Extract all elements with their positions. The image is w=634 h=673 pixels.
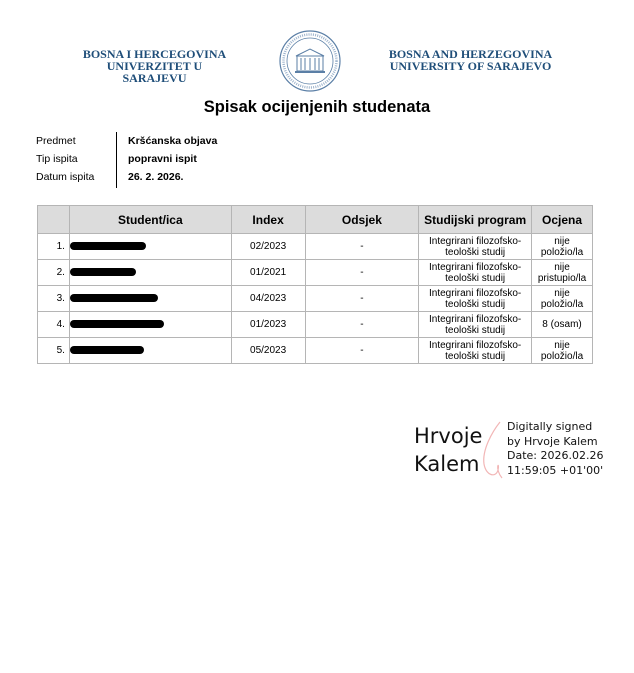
student-grade <box>532 234 593 260</box>
exam-type-value: popravni ispit <box>128 153 197 165</box>
student-name-redacted <box>69 312 231 338</box>
student-index: 01/2023 <box>231 312 305 338</box>
redaction-bar <box>70 294 158 302</box>
program-line2: teološki studij <box>445 324 506 336</box>
student-program <box>419 234 532 260</box>
signature-details <box>507 420 603 478</box>
program-line1: Integrirani filozofsko- <box>429 313 522 325</box>
program-line2: teološki studij <box>445 246 506 258</box>
document-header <box>0 30 634 92</box>
redaction-bar <box>70 268 136 276</box>
header-study-program: Studijski program <box>419 206 532 234</box>
program-line1: Integrirani filozofsko- <box>429 235 522 247</box>
signer-name-line1: Hrvoje <box>414 424 483 448</box>
student-name-redacted <box>69 234 231 260</box>
table-row <box>38 260 593 286</box>
row-number: 3. <box>38 286 70 312</box>
student-name-redacted <box>69 286 231 312</box>
meta-row-subject <box>36 132 217 150</box>
row-number: 1. <box>38 234 70 260</box>
grade-line2: pristupio/la <box>537 272 587 284</box>
signer-name <box>414 422 482 478</box>
grade-line2: položio/la <box>540 350 584 362</box>
university-name-english-line2: UNIVERSITY OF SARAJEVO <box>389 59 552 73</box>
grade-line1: nije <box>554 339 570 351</box>
table-row <box>38 286 593 312</box>
grade-line2: položio/la <box>540 246 584 258</box>
row-number: 5. <box>38 338 70 364</box>
subject-label: Predmet <box>36 135 76 147</box>
program-line1: Integrirani filozofsko- <box>429 287 522 299</box>
student-name-redacted <box>69 338 231 364</box>
redaction-bar <box>70 346 144 354</box>
student-index: 02/2023 <box>231 234 305 260</box>
university-name-local <box>78 48 231 84</box>
header-student: Student/ica <box>69 206 231 234</box>
student-department: - <box>305 338 419 364</box>
student-grade <box>532 260 593 286</box>
exam-type-label: Tip ispita <box>36 153 78 165</box>
signer-name-line2: Kalem <box>414 452 480 476</box>
university-name-english-line1: BOSNA AND HERZEGOVINA <box>388 47 553 61</box>
grade-line1: nije <box>554 261 570 273</box>
student-program <box>419 338 532 364</box>
student-department: - <box>305 312 419 338</box>
program-line1: Integrirani filozofsko- <box>429 339 522 351</box>
header-number <box>38 206 70 234</box>
student-grade <box>532 312 593 338</box>
redaction-bar <box>70 320 164 328</box>
metadata-divider <box>116 132 117 188</box>
grade-line1: 8 (osam) <box>542 319 582 330</box>
student-department: - <box>305 234 419 260</box>
student-index: 05/2023 <box>231 338 305 364</box>
table-row <box>38 338 593 364</box>
university-name-local-line2: UNIVERZITET U SARAJEVU <box>106 59 203 85</box>
row-number: 2. <box>38 260 70 286</box>
document-title: Spisak ocijenjenih studenata <box>203 98 431 116</box>
redaction-bar <box>70 242 146 250</box>
subject-value: Kršćanska objava <box>128 135 218 147</box>
grades-table <box>37 205 593 364</box>
program-line2: teološki studij <box>445 350 506 362</box>
exam-metadata <box>36 132 217 186</box>
signature-swoosh-icon <box>474 420 510 480</box>
table-row <box>38 312 593 338</box>
row-number: 4. <box>38 312 70 338</box>
signature-detail-line1: Digitally signed <box>507 420 593 433</box>
university-seal-icon <box>278 30 342 92</box>
exam-date-label: Datum ispita <box>36 171 95 183</box>
program-line2: teološki studij <box>445 298 506 310</box>
signature-detail-line4: 11:59:05 +01'00' <box>507 463 604 477</box>
grade-line1: nije <box>554 235 570 247</box>
student-program <box>419 312 532 338</box>
digital-signature <box>414 418 614 482</box>
university-name-local-line1: BOSNA I HERCEGOVINA <box>82 47 227 61</box>
grade-line2: položio/la <box>540 298 584 310</box>
student-name-redacted <box>69 260 231 286</box>
grade-line1: nije <box>554 287 570 299</box>
student-grade <box>532 338 593 364</box>
exam-date-value: 26. 2. 2026. <box>128 171 184 183</box>
program-line2: teološki studij <box>445 272 506 284</box>
table-header-row <box>38 206 593 234</box>
student-program <box>419 286 532 312</box>
student-department: - <box>305 260 419 286</box>
student-index: 01/2021 <box>231 260 305 286</box>
signature-detail-line3: Date: 2026.02.26 <box>507 449 604 462</box>
university-name-english <box>388 48 553 72</box>
meta-row-exam-date <box>36 168 217 186</box>
table-row <box>38 234 593 260</box>
program-line1: Integrirani filozofsko- <box>429 261 522 273</box>
student-grade <box>532 286 593 312</box>
header-index: Index <box>231 206 305 234</box>
student-program <box>419 260 532 286</box>
header-department: Odsjek <box>305 206 419 234</box>
meta-row-exam-type <box>36 150 217 168</box>
signature-detail-line2: by Hrvoje Kalem <box>507 434 598 448</box>
student-index: 04/2023 <box>231 286 305 312</box>
header-grade: Ocjena <box>532 206 593 234</box>
student-department: - <box>305 286 419 312</box>
